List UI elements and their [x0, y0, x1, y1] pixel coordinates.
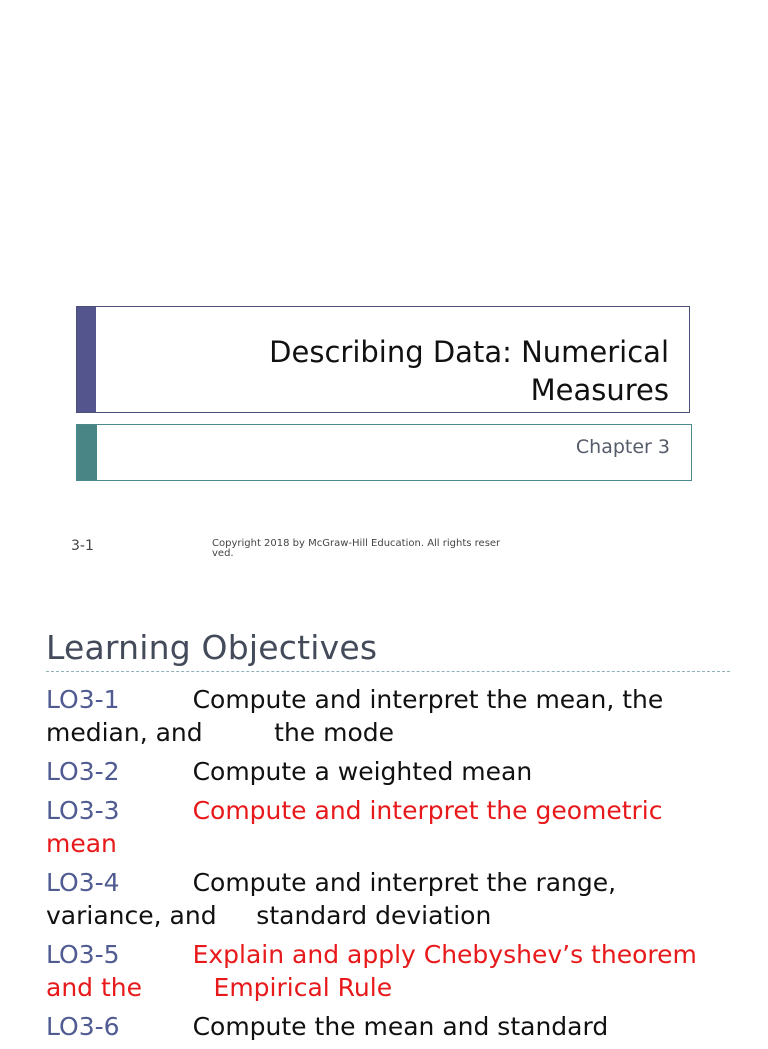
heading-divider: [46, 671, 730, 672]
objective-item: [46, 794, 736, 860]
title-box: [76, 306, 690, 413]
copyright-line1: Copyright 2018 by McGraw-Hill Education. All rights reser: [212, 538, 501, 549]
slide-title-line1: Describing Data: Numerical: [269, 335, 669, 369]
objective-text: Compute and interpret the range, variance, and standard deviation: [46, 868, 625, 930]
objectives-heading: Learning Objectives: [46, 628, 378, 667]
objective-item: [46, 938, 736, 1004]
objective-code: LO3-3: [46, 796, 120, 825]
objective-code: LO3-2: [46, 757, 120, 786]
objective-item: [46, 683, 736, 749]
objectives-list: [46, 683, 736, 1049]
slide-title-line2: Measures: [530, 373, 669, 407]
objective-text: Compute the mean and standard: [192, 1012, 609, 1041]
objective-text: Compute and interpret the mean, the median, and the mode: [46, 685, 672, 747]
chapter-subtitle: Chapter 3: [575, 436, 670, 458]
objective-code: LO3-1: [46, 685, 120, 714]
objective-text: Compute a weighted mean: [192, 757, 533, 786]
slide-title: [189, 333, 669, 409]
chapter-box: [76, 424, 692, 481]
slide-number: 3-1: [71, 538, 94, 554]
objective-code: LO3-6: [46, 1012, 120, 1041]
objective-code: LO3-5: [46, 940, 120, 969]
copyright-notice: [212, 539, 530, 559]
objective-text: Compute and interpret the geometric mean: [46, 796, 671, 858]
chapter-accent-bar: [77, 425, 97, 480]
objective-code: LO3-4: [46, 868, 120, 897]
objective-item: [46, 755, 736, 788]
title-accent-bar: [77, 307, 96, 412]
copyright-line2: ved.: [212, 548, 234, 559]
objective-text: Explain and apply Chebyshev’s theorem and the Empirical Rule: [46, 940, 705, 1002]
objective-item: [46, 866, 736, 932]
objective-item: [46, 1010, 736, 1043]
